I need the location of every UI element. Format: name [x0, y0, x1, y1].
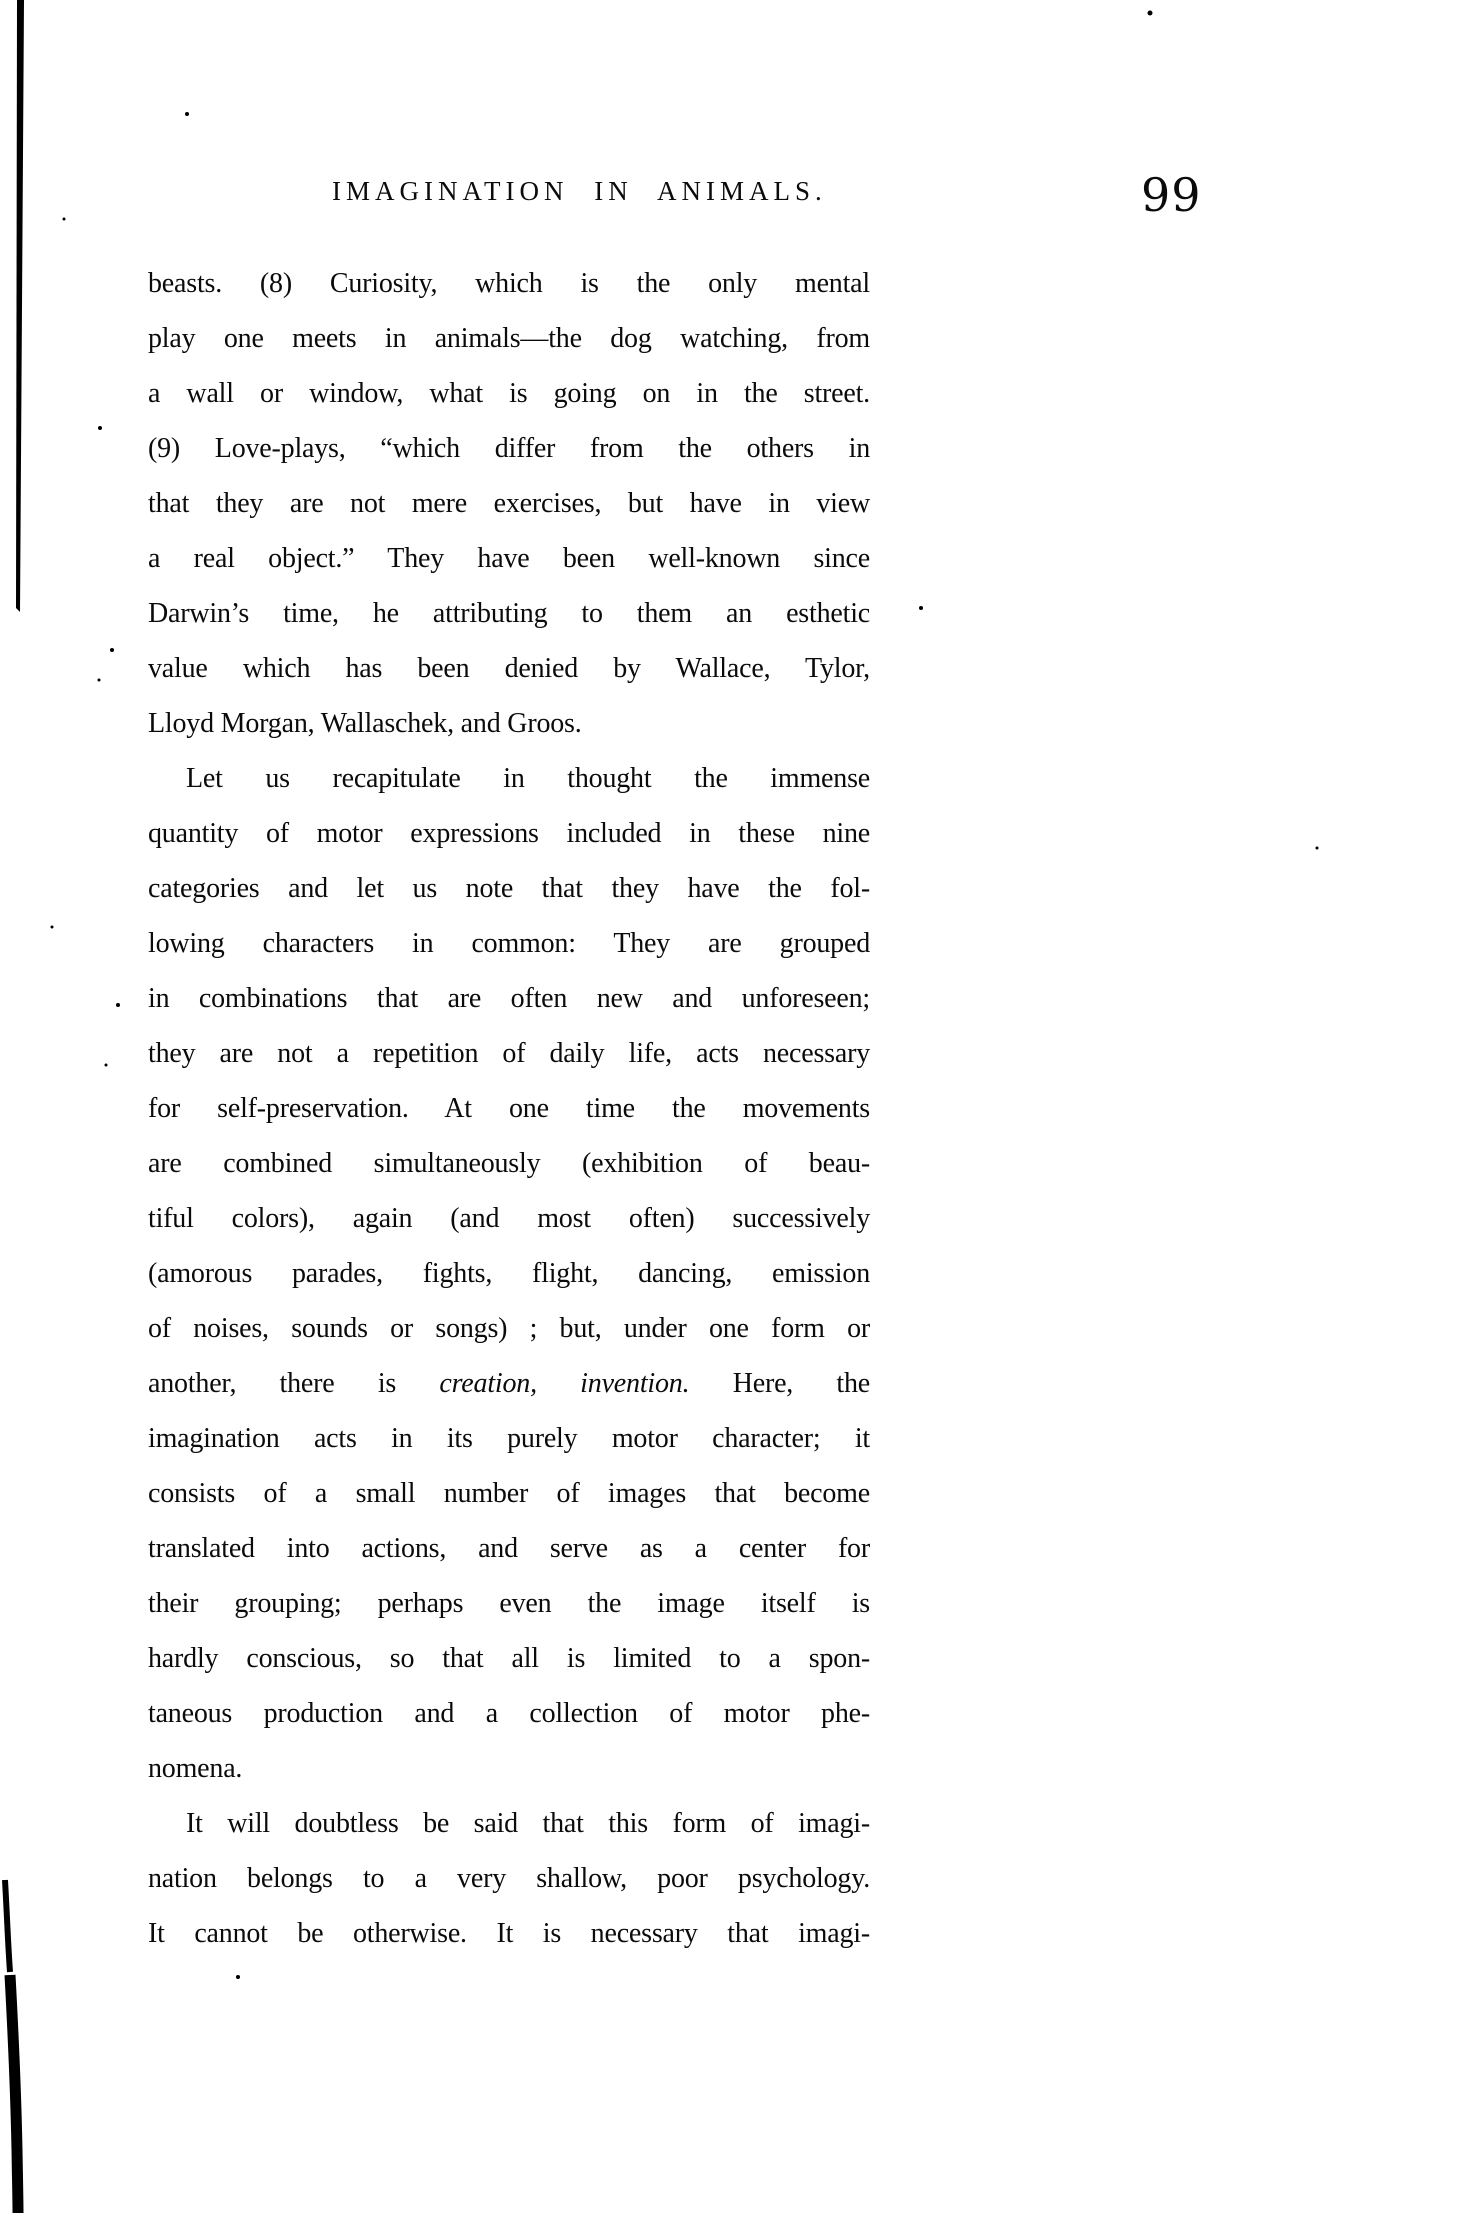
text-line: [148, 916, 870, 971]
text-line: [148, 1576, 870, 1631]
text-line: [148, 1411, 870, 1466]
text-line: [148, 1026, 870, 1081]
text-line: [148, 806, 870, 861]
text-line: [148, 1686, 870, 1741]
text-line: [148, 421, 870, 476]
text-line: [148, 311, 870, 366]
text-segment: nation belongs to a very shallow, poor psychology.: [148, 1863, 870, 1894]
text-line: [148, 641, 870, 696]
text-segment: hardly conscious, so that all is limited to a spon-: [148, 1643, 870, 1674]
text-segment: are combined simultaneously (exhibition of beau-: [148, 1148, 870, 1179]
scan-speck: [116, 1003, 120, 1007]
text-segment: a wall or window, what is going on in the street.: [148, 378, 870, 409]
text-line: [148, 476, 870, 531]
binding-edge-line-bottom-thick: [10, 1975, 18, 2213]
scan-speck: [919, 606, 923, 610]
text-segment: (amorous parades, fights, flight, dancing, emission: [148, 1258, 870, 1289]
text-line: [148, 751, 870, 806]
scan-speck: [98, 426, 102, 430]
text-line: [148, 256, 870, 311]
text-line: [148, 1246, 870, 1301]
scan-speck: [1316, 847, 1319, 850]
text-segment: in combinations that are often new and unforeseen;: [148, 983, 870, 1014]
text-segment: value which has been denied by Wallace, Tylor,: [148, 653, 870, 684]
text-segment: their grouping; perhaps even the image itself is: [148, 1588, 870, 1619]
text-line: [148, 1741, 870, 1796]
scan-speck: [105, 1064, 108, 1067]
text-segment: Here, the: [689, 1368, 871, 1399]
scan-speck: [1148, 11, 1153, 16]
scan-speck: [98, 679, 101, 682]
text-segment: consists of a small number of images that become: [148, 1478, 870, 1509]
running-head: IMAGINATION IN ANIMALS.: [332, 176, 827, 206]
text-line: [148, 1631, 870, 1686]
page-number: 99: [1141, 168, 1202, 222]
text-segment: tiful colors), again (and most often) successively: [148, 1203, 870, 1234]
text-segment: of noises, sounds or songs) ; but, under one form or: [148, 1313, 870, 1344]
text-line: [148, 366, 870, 421]
text-segment: It will doubtless be said that this form of imagi-: [186, 1808, 870, 1839]
text-line: [148, 1796, 870, 1851]
text-line: [148, 1521, 870, 1576]
text-segment: categories and let us note that they have the fol-: [148, 873, 870, 904]
text-line: [148, 531, 870, 586]
scan-speck: [63, 218, 66, 221]
binding-edge-line-top: [16, 0, 24, 612]
text-line: [148, 586, 870, 641]
emphasized-text: creation, invention.: [439, 1368, 690, 1399]
text-line: [148, 861, 870, 916]
text-segment: Let us recapitulate in thought the immense: [186, 763, 870, 794]
text-line: [148, 1851, 870, 1906]
scan-speck: [110, 648, 114, 652]
text-segment: It cannot be otherwise. It is necessary that imagi-: [148, 1918, 870, 1949]
text-line: [148, 971, 870, 1026]
text-segment: they are not a repetition of daily life, acts necessary: [148, 1038, 870, 1069]
text-segment: Darwin’s time, he attributing to them an esthetic: [148, 598, 870, 629]
binding-edge-line-bottom-thin: [5, 1880, 10, 1972]
body-text: [148, 256, 870, 1961]
scan-speck: [236, 1975, 240, 1979]
text-line: [148, 1136, 870, 1191]
text-segment: beasts. (8) Curiosity, which is the only mental: [148, 268, 870, 299]
text-segment: (9) Love-plays, “which differ from the others in: [148, 433, 870, 464]
text-segment: for self-preservation. At one time the movements: [148, 1093, 870, 1124]
text-segment: quantity of motor expressions included in these nine: [148, 818, 870, 849]
text-segment: that they are not mere exercises, but have in view: [148, 488, 870, 519]
text-segment: translated into actions, and serve as a center for: [148, 1533, 870, 1564]
text-line: [148, 696, 870, 751]
text-segment: lowing characters in common: They are grouped: [148, 928, 870, 959]
scan-speck: [51, 926, 54, 929]
text-segment: play one meets in animals—the dog watching, from: [148, 323, 870, 354]
text-segment: a real object.” They have been well-known since: [148, 543, 870, 574]
text-segment: Lloyd Morgan, Wallaschek, and Groos.: [148, 708, 582, 739]
text-line: [148, 1191, 870, 1246]
text-segment: taneous production and a collection of motor phe-: [148, 1698, 870, 1729]
text-segment: nomena.: [148, 1753, 243, 1784]
text-line: [148, 1356, 870, 1411]
text-line: [148, 1301, 870, 1356]
text-line: [148, 1906, 870, 1961]
scan-speck: [185, 112, 189, 116]
text-line: [148, 1466, 870, 1521]
text-segment: imagination acts in its purely motor character; it: [148, 1423, 870, 1454]
text-segment: another, there is: [148, 1368, 440, 1399]
text-line: [148, 1081, 870, 1136]
